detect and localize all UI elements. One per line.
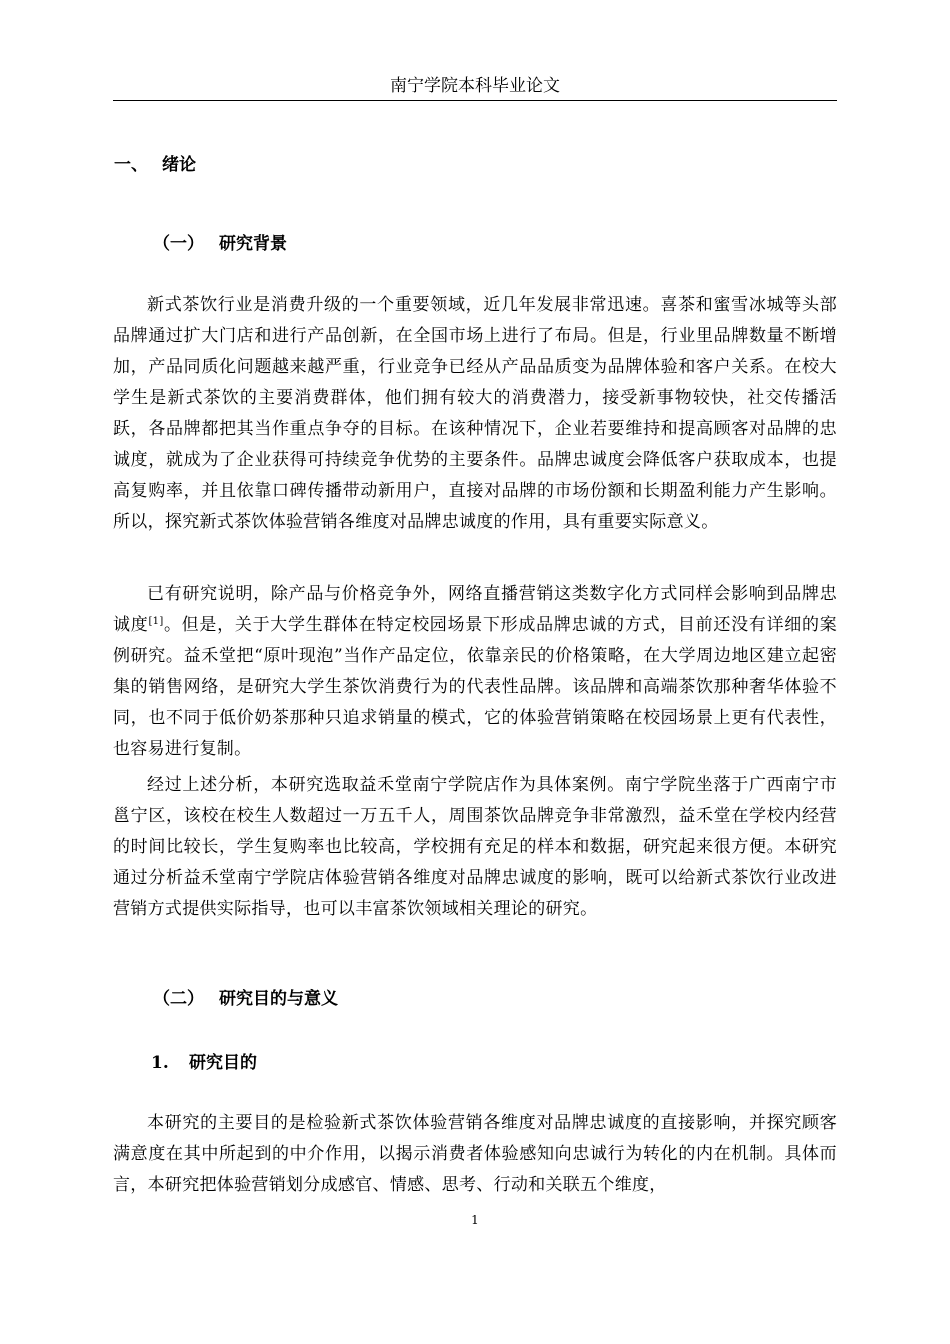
header-rule (113, 100, 837, 101)
paragraph-purpose: 本研究的主要目的是检验新式茶饮体验营销各维度对品牌忠诚度的直接影响，并探究顾客满意度在其中所起到的中介作用，以揭示消费者体验感知向忠诚行为转化的内在机制。具体而言，本研究把体验营销划分成感官、情感、思考、行动和关联五个维度， (113, 1113, 837, 1195)
paragraph-background-1: 新式茶饮行业是消费升级的一个重要领域，近几年发展非常迅速。喜茶和蜜雪冰城等头部品牌通过扩大门店和进行产品创新，在全国市场上进行了布局。但是，行业里品牌数量不断增加，产品同质化问题越来越严重，行业竞争已经从产品品质变为品牌体验和客户关系。在校大学生是新式茶饮的主要消费群体，他们拥有较大的消费潜力，接受新事物较快，社交传播活跃，各品牌都把其当作重点争夺的目标。在该种情况下，企业若要维持和提高顾客对品牌的忠诚度，就成为了企业获得可持续竞争优势的主要条件。品牌忠诚度会降低客户获取成本，也提高复购率，并且依靠口碑传播带动新用户，直接对品牌的市场份额和长期盈利能力产生影响。所以，探究新式茶饮体验营销各维度对品牌忠诚度的作用，具有重要实际意义。 (113, 295, 837, 532)
subsubsection-heading-purpose (151, 1050, 257, 1076)
page-number: 1 (471, 1213, 479, 1227)
subsection-heading-background (153, 231, 287, 257)
citation-marker: [1] (148, 616, 164, 627)
section-number: 一、 (114, 155, 148, 175)
paragraph-text: 。但是，关于大学生群体在特定校园场景下形成品牌忠诚的方式，目前还没有详细的案例研究。益禾堂把“原叶现泡”当作产品定位，依靠亲民的价格策略，在大学周边地区建立起密集的销售网络，是研究大学生茶饮消费行为的代表性品牌。该品牌和高端茶饮那种奢华体验不同，也不同于低价奶茶那种只追求销量的模式，它的体验营销策略在校园场景上更有代表性，也容易进行复制。 (113, 615, 837, 759)
subsection-number: （二） (153, 989, 204, 1009)
subsection-title: 研究目的与意义 (219, 989, 338, 1009)
subsection-title: 研究背景 (219, 234, 287, 254)
subsection-number: （一） (153, 234, 204, 254)
paragraph-background-2 (113, 579, 837, 765)
paragraph-background-3: 经过上述分析，本研究选取益禾堂南宁学院店作为具体案例。南宁学院坐落于广西南宁市邕宁区，该校在校生人数超过一万五千人，周围茶饮品牌竞争非常激烈，益禾堂在学校内经营的时间比较长，学生复购率也比较高，学校拥有充足的样本和数据，研究起来很方便。本研究通过分析益禾堂南宁学院店体验营销各维度对品牌忠诚度的影响，既可以给新式茶饮行业改进营销方式提供实际指导，也可以丰富茶饮领域相关理论的研究。 (113, 775, 837, 919)
section-title: 绪论 (162, 155, 196, 175)
section-heading-introduction (114, 152, 196, 178)
subsubsection-title: 研究目的 (189, 1053, 257, 1073)
running-header: 南宁学院本科毕业论文 (390, 76, 560, 96)
paragraph-text: 已有研究说明，除产品与价格竞争外，网络直播营销这类数字化方式同样会影响到品牌忠诚度 (113, 584, 837, 635)
subsubsection-number: 1. (151, 1053, 169, 1073)
subsection-heading-purpose-significance (153, 986, 338, 1012)
